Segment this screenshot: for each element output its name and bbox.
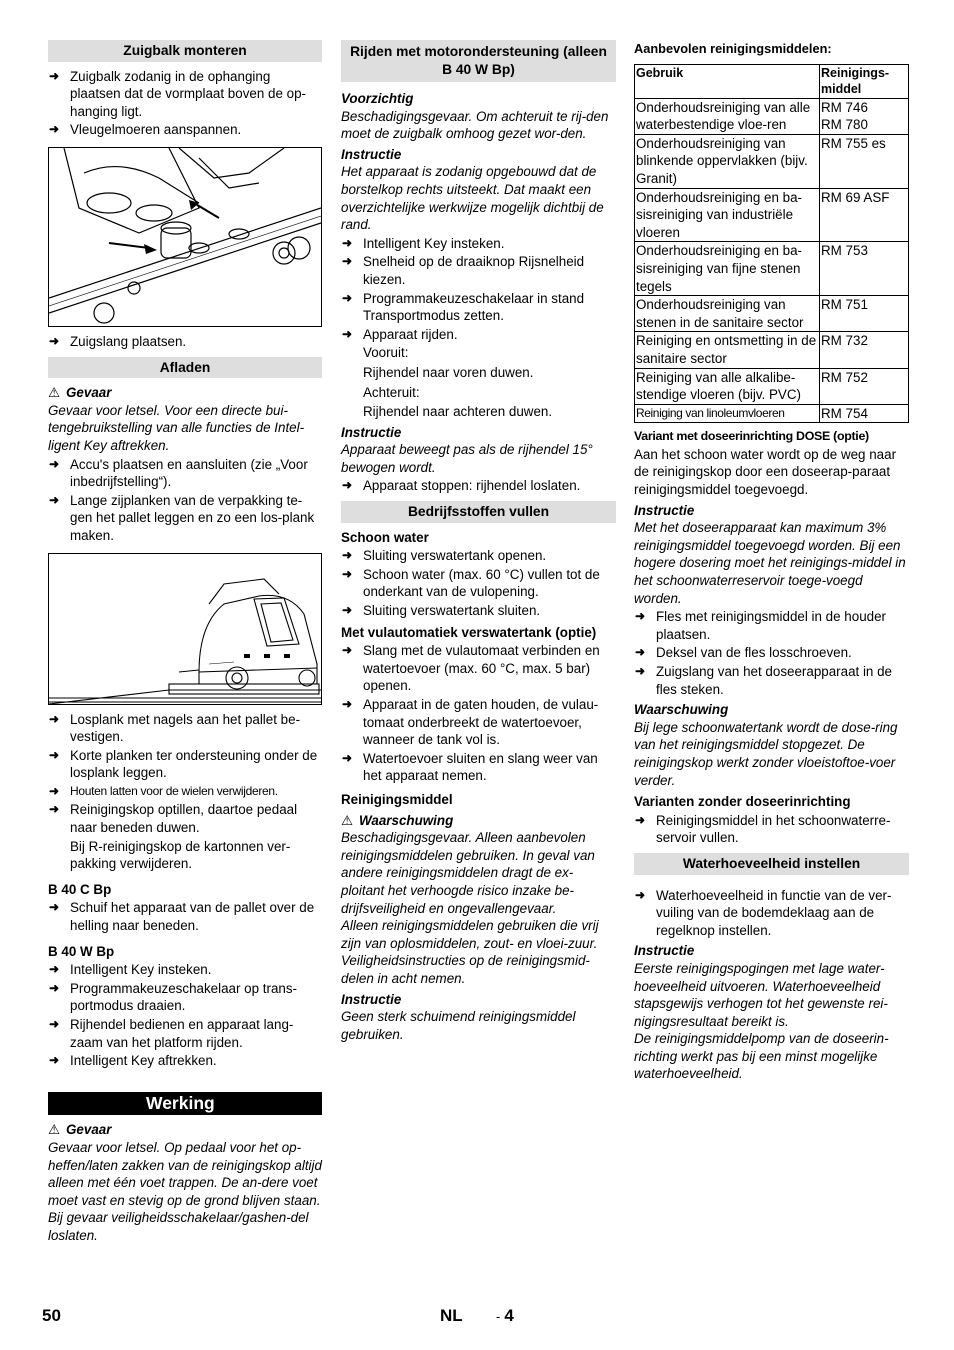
- table-cell: RM 69 ASF: [820, 188, 909, 242]
- list-item: ➜ Vleugelmoeren aanspannen.: [48, 121, 322, 139]
- subheading-zonder-dose: Varianten zonder doseerinrichting: [634, 794, 851, 810]
- table-row: [635, 368, 909, 404]
- danger-text: Gevaar voor letsel. Voor een directe bui-tengebruikstelling van alle functies de Intel-ligent Key aftrekken.: [48, 402, 305, 453]
- column-middle: [341, 40, 616, 1043]
- table-header-cell: Reinigings-middel: [820, 64, 909, 98]
- cleaning-agents-table: [634, 64, 909, 424]
- note-heading: Instructie: [341, 146, 402, 162]
- table-cell: Reiniging van linoleumvloeren: [635, 404, 820, 423]
- page-number: 50: [42, 1306, 61, 1325]
- note-text: Apparaat beweegt pas als de rijhendel 15° bewogen wordt.: [341, 442, 593, 475]
- table-cell: RM 746 RM 780: [820, 98, 909, 134]
- note-text: Geen sterk schuimend reinigingsmiddel gebruiken.: [341, 1009, 576, 1042]
- caution-text: Beschadigingsgevaar. Om achteruit te rij-den moet de zuigbalk omhoog gezet wor-den.: [341, 108, 609, 142]
- table-title: Aanbevolen reinigingsmiddelen:: [634, 41, 832, 56]
- note-text: Met het doseerapparaat kan maximum 3% reinigingsmiddel toegevoegd worden. Bij een hogere dosering moet het reinigings-middel in het schoonwaterreservoir toege-voegd worden.: [634, 520, 906, 606]
- list-item: ➜ Programmakeuzeschakelaar in stand Transportmodus zetten.: [341, 290, 616, 325]
- table-header-cell: Gebruik: [635, 64, 820, 98]
- table-cell: RM 753: [820, 242, 909, 296]
- section-title-waterhoeveelheid: Waterhoeveelheid instellen: [634, 853, 909, 875]
- table-row: [635, 404, 909, 423]
- table-row: [635, 296, 909, 332]
- list-item: ➜ Lange zijplanken van de verpakking te-gen het pallet leggen en zo een los-plank maken.: [48, 492, 322, 545]
- page-footer: [0, 1307, 954, 1331]
- list-item-extra: Achteruit:: [363, 384, 420, 400]
- language-code: NL: [440, 1306, 463, 1325]
- list-item: ➜ Zuigslang plaatsen.: [48, 333, 322, 351]
- squeegee-illustration: [49, 148, 321, 326]
- machine-on-pallet-illustration: [49, 554, 321, 704]
- table-row: [635, 134, 909, 188]
- section-title-bedrijfsstoffen: Bedrijfsstoffen vullen: [341, 501, 616, 523]
- table-cell: RM 752: [820, 368, 909, 404]
- list-item: ➜ Schuif het apparaat van de pallet over de helling naar beneden.: [48, 899, 322, 934]
- list-item: ➜ Zuigbalk zodanig in de ophanging plaatsen dat de vormplaat boven de op-hanging ligt.: [48, 68, 322, 121]
- subheading-vulautomatiek: Met vulautomatiek verswatertank (optie): [341, 624, 597, 640]
- list-item: ➜ Apparaat stoppen: rijhendel loslaten.: [341, 477, 616, 495]
- danger-heading: ⚠ Gevaar: [48, 1121, 322, 1139]
- table-cell: Reiniging en ontsmetting in de sanitaire sector: [635, 332, 820, 368]
- table-cell: RM 732: [820, 332, 909, 368]
- figure-unloading: [48, 553, 322, 705]
- sub-page-number: [496, 1307, 514, 1326]
- subheading-dose: Variant met doseerinrichting DOSE (optie): [634, 429, 869, 444]
- table-row: [635, 242, 909, 296]
- section-title-rijden: Rijden met motorondersteuning (alleen B 40 W Bp): [341, 40, 616, 82]
- subheading-b40c: B 40 C Bp: [48, 881, 112, 897]
- list-item: ➜ Sluiting verswatertank sluiten.: [341, 602, 616, 620]
- list-item: ➜ Apparaat in de gaten houden, de vulau-tomaat onderbreekt de watertoevoer, wanneer de tank vol is.: [341, 696, 616, 749]
- column-left: [48, 40, 322, 1245]
- list-item: ➜ Losplank met nagels aan het pallet be-vestigen.: [48, 711, 322, 746]
- warning-text: Veiligheidsinstructies op de reinigingsmid-delen in acht nemen.: [341, 953, 590, 986]
- list-item: ➜ Reinigingsmiddel in het schoonwaterre-servoir vullen.: [634, 812, 909, 847]
- section-title-zuigbalk: Zuigbalk monteren: [48, 40, 322, 62]
- list-item: ➜ Intelligent Key aftrekken.: [48, 1052, 322, 1070]
- note-heading: Instructie: [341, 424, 402, 440]
- warning-text: Beschadigingsgevaar. Alleen aanbevolen reinigingsmiddelen gebruiken. In geval van andere reinigingsmiddelen dragt de ex-ploitant het verhoogde risico inzake be-drijfsveiligheid en ongevallengevaar.: [341, 830, 595, 916]
- subheading-b40w: B 40 W Bp: [48, 943, 115, 959]
- list-item: ➜ Deksel van de fles losschroeven.: [634, 644, 909, 662]
- list-item: ➜ Snelheid op de draaiknop Rijsnelheid kiezen.: [341, 253, 616, 288]
- note-heading: Instructie: [341, 991, 402, 1007]
- list-item: ➜ Schoon water (max. 60 °C) vullen tot de onderkant van de vulopening.: [341, 566, 616, 601]
- list-item: ➜ Zuigslang van het doseerapparaat in de fles steken.: [634, 663, 909, 698]
- list-item: ➜ Slang met de vulautomaat verbinden en watertoevoer (max. 60 °C, max. 5 bar) openen.: [341, 642, 616, 695]
- warning-text: Alleen reinigingsmiddelen gebruiken die vrij zijn van oplosmiddelen, zout- en vloei-zuur.: [341, 918, 599, 951]
- list-item: ➜ Houten latten voor de wielen verwijderen.: [48, 783, 322, 801]
- table-cell: RM 751: [820, 296, 909, 332]
- note-text: Het apparaat is zodanig opgebouwd dat de borstelkop rechts uitsteekt. Dat maakt een overzichtelijke werkwijze mogelijk dichtbij de rand.: [341, 164, 604, 233]
- table-cell: Onderhoudsreiniging en ba-sisreiniging van industriële vloeren: [635, 188, 820, 242]
- table-cell: RM 754: [820, 404, 909, 423]
- table-cell: Onderhoudsreiniging en ba-sisreiniging van fijne stenen tegels: [635, 242, 820, 296]
- list-item-extra: Rijhendel naar achteren duwen.: [363, 404, 553, 420]
- table-row: [635, 188, 909, 242]
- note-heading: Instructie: [634, 943, 695, 959]
- list-item: ➜ Korte planken ter ondersteuning onder de losplank leggen.: [48, 747, 322, 782]
- paragraph: Aan het schoon water wordt op de weg naar de reinigingskop door een doseerap-paraat reinigingsmiddel toegevoegd.: [634, 446, 897, 498]
- list-item-extra: Bij R-reinigingskop de kartonnen ver-pakking verwijderen.: [70, 838, 291, 872]
- list-item-extra: Vooruit:: [363, 345, 409, 361]
- sub-page-value: 4: [504, 1306, 514, 1325]
- list-item-extra: Rijhendel naar voren duwen.: [363, 364, 534, 380]
- table-header-row: [635, 64, 909, 98]
- table-cell: RM 755 es: [820, 134, 909, 188]
- list-item: ➜ Intelligent Key insteken.: [341, 235, 616, 253]
- list-item: ➜ Programmakeuzeschakelaar op trans-portmodus draaien.: [48, 980, 322, 1015]
- table-cell: Onderhoudsreiniging van stenen in de sanitaire sector: [635, 296, 820, 332]
- note-text: Eerste reinigingspogingen met lage water-hoeveelheid uitvoeren. Waterhoeveelheid stapsgewijs verhogen tot het gewenste rei-nigingsresultaat bereikt is.: [634, 960, 888, 1029]
- table-row: [635, 98, 909, 134]
- list-item: ➜ Fles met reinigingsmiddel in de houder plaatsen.: [634, 608, 909, 643]
- caution-heading: Voorzichtig: [341, 91, 414, 106]
- subheading-schoon-water: Schoon water: [341, 529, 429, 545]
- list-item: ➜ Apparaat rijden.: [341, 326, 616, 344]
- table-cell: Reiniging van alle alkalibe-stendige vloeren (bijv. PVC): [635, 368, 820, 404]
- note-text: De reinigingsmiddelpomp van de doseerin-richting werkt pas bij een minst mogelijke waterhoeveelheid.: [634, 1031, 889, 1082]
- figure-squeegee-mounting: [48, 147, 322, 327]
- warning-heading: Waarschuwing: [634, 702, 729, 718]
- table-cell: Onderhoudsreiniging van alle waterbestendige vloe-ren: [635, 98, 820, 134]
- table-body: [635, 98, 909, 423]
- subheading-reinigingsmiddel: Reinigingsmiddel: [341, 791, 453, 807]
- danger-text: Gevaar voor letsel. Op pedaal voor het op-heffen/laten zakken van de reinigingskop altijd alleen met één voet trappen. De an-dere voet moet vast en stevig op de grond blijven staan.: [48, 1139, 322, 1208]
- list-item: ➜ Sluiting verswatertank openen.: [341, 547, 616, 565]
- danger-text: Bij gevaar veiligheidsschakelaar/gashen-del loslaten.: [48, 1210, 309, 1243]
- sub-page-dash: -: [496, 1309, 501, 1324]
- note-heading: Instructie: [634, 502, 695, 518]
- warning-heading: ⚠ Waarschuwing: [341, 812, 616, 830]
- table-cell: Onderhoudsreiniging van blinkende oppervlakken (bijv. Granit): [635, 134, 820, 188]
- list-item: ➜ Waterhoeveelheid in functie van de ver-vuiling van de bodemdeklaag aan de regelknop instellen.: [634, 887, 909, 940]
- danger-heading: ⚠ Gevaar: [48, 384, 322, 402]
- list-item: ➜ Watertoevoer sluiten en slang weer van het apparaat nemen.: [341, 750, 616, 785]
- table-row: [635, 332, 909, 368]
- list-item: ➜ Accu's plaatsen en aansluiten (zie „Voor inbedrijfstelling“).: [48, 456, 322, 491]
- column-right: [634, 40, 909, 1083]
- list-item: ➜ Intelligent Key insteken.: [48, 961, 322, 979]
- list-item: ➜ Rijhendel bedienen en apparaat lang-zaam van het platform rijden.: [48, 1016, 322, 1051]
- section-title-afladen: Afladen: [48, 357, 322, 379]
- warning-text: Bij lege schoonwatertank wordt de dose-ring van het reinigingsmiddel stopgezet. De reinigingskop werkt zonder vloeistoftoe-voer verder.: [634, 719, 898, 788]
- list-item: ➜ Reinigingskop optillen, daartoe pedaal naar beneden duwen.: [48, 801, 322, 836]
- chapter-title-werking: Werking: [48, 1092, 322, 1116]
